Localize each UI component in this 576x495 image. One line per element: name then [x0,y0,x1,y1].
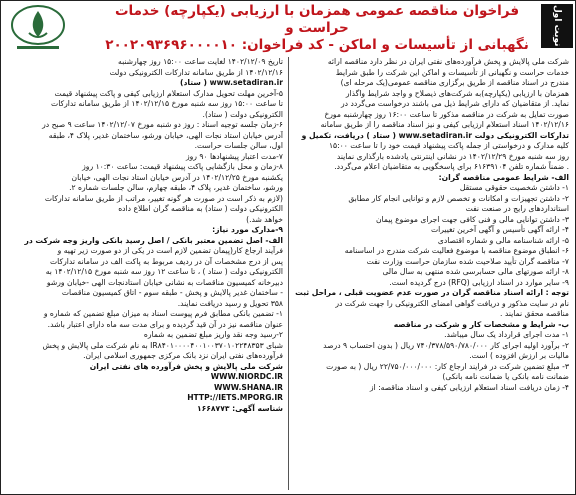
left-column-line-1: تاریخ ۱۴۰۲/۱۲/۰۹ لغایت ساعت ۱۵:۰۰ روز چهارشنبه [118,57,283,66]
left-column-line-2: ۱۴۰۲/۱۲/۱۶ از طریق سامانه تدارکات الکترونیکی دولت [109,67,283,77]
right-column-line-15: استانداردهای رایج در صنعت نفت [465,204,569,213]
right-column-line-18: ۵- ارائه شناسنامه مالی و شماره اقتصادی [437,235,569,245]
right-column-line-6: صورت تمایل به شرکت در مناقصه مذکور تا ساعت ۱۶:۰۰ روز چهارشنبه مورخ [324,109,569,119]
right-column-line-21: ۸- ارائه صورتهای مالی حسابرسی شده منتهی به سال مالی [382,267,569,276]
left-column-line-32: WWW.SHANA.IR [213,382,283,392]
left-column-line-4: ۵-آخرین مهلت تحویل مدارک استعلام ارزیابی کیفی و پاکت پیشنهاد قیمت [54,88,283,98]
right-column-line-3: مندرج در اسناد مناقصه از طریق برگزاری مناقصه عمومی(یک مرحله ای) [340,78,569,87]
right-column-line-14: ۲- داشتن تجهیزات و امکانات و تخصص لازم و توانایی انجام کار مطابق [348,193,569,203]
right-column-line-25: مناقصه محقق نمایند . [500,309,569,318]
left-column-line-7: ۶-زمان جلسه توجیه اسناد : روز دو شنبه مورخ ۱۴۰۲/۱۲/۰۷ ساعت ۹ صبح در [42,120,283,129]
left-column-line-18: الف- اصل تضمین معتبر بانکی / اصل رسید بانکی واریز وجه شرکت در [24,235,283,245]
right-column-line-22: ۹- سایر موارد در اسناد ارزیابی (RFQ) درج گردیده است. [389,277,569,287]
left-column-line-22: دبیرخانه کمیسیون مناقصات به نشانی خیابان استادنجات الهی -خیابان ورشو [46,277,283,287]
right-column-line-7: ۱۴۰۲/۱۲/۱۶ اسناد استعلام ارزیابی کیفی و نیز اسناد مناقصه را از طریق سامانه [320,120,569,129]
notice-header [1,1,576,55]
left-column-line-29: فرآورده‌های نفتی ایران نزد بانک مرکزی جمهوری اسلامی ایران. [83,351,283,360]
left-column-line-25: ۱- تضمین بانکی مطابق فرم پیوست اسناد به میزان مبلغ تضمین که شماره و [43,309,283,318]
left-column-line-30: شرکت ملی پالایش و پخش فرآورده های نفتی ایران [89,361,283,371]
right-column-line-24: نام در سایت مذکور و دریافت گواهی امضای الکترونیکی را جهت شرکت در [335,298,569,308]
notice-title-line-1: فراخوان مناقصه عمومی همزمان با ارزیابی (یکپارچه) خدمات حراست و [114,3,520,36]
notice-title-line-2: نگهبانی از تأسیسات و اماکن - کد فراخوان: ۲۰۰۲۰۹۳۶۹۶۰۰۰۰۱۰ [105,37,529,53]
left-column-line-27: ۲-رسید وجه نقد واریز مبلغ تضمین به شماره [143,330,283,339]
right-column-line-2: خدمات حراست و نگهبانی از تأسیسات و اماکن این شرکت را طبق شرایط [335,67,569,77]
left-column-line-31: WWW.NIORDC.IR [210,372,283,381]
right-column-line-32: ۴- زمان دریافت اسناد استعلام ارزیابی کیفی و اسناد مناقصه: از [369,382,569,392]
right-column-line-12: الف- شرایط عمومی مناقصه گران: [438,172,569,182]
right-column-line-19: ۶- انطباق موضوع مناقصه با موضوع فعالیت شرکت مندرج در اساسنامه [344,246,569,255]
column-divider [288,57,289,490]
right-column-line-1: شرکت ملی پالایش و پخش فرآورده‌های نفتی ایران در نظر دارد مناقصه ارائه [327,57,569,66]
right-column-line-13: ۱- داشتن شخصیت حقوقی مستقل [459,183,569,192]
right-column-line-30: ۳- مبلغ تضمین شرکت در فرایند ارجاع کار: ۲۲/۷۵۰/۰۰۰/۰۰۰ ریال ( به صورت [326,361,569,371]
left-column-line-23: - ساختمان غدیر پالایش و پخش - طبقه سوم - اتاق کمیسیون مناقصات [61,288,283,297]
notice-body [7,57,569,490]
right-column-line-11: . ضمناً شماره تلفن ۶۱۶۳۹۱۰۴ برای پاسخگویی به متقاضیان اعلام می‌گردد. [334,162,569,171]
left-column-line-9: اول، سالن جلسات حراست. [194,141,283,150]
left-column-line-12: یکشنبه مورخ ۱۴۰۲/۱۲/۲۵ در آدرس خیابان استاد نجات الهی، خیابان [71,172,283,182]
right-column-line-9: کلیه مدارک و درخواستی از جمله پاکت پیشنهاد قیمت خود را تا ساعت ۱۵:۰۰ [328,141,569,150]
right-column-line-20: ۷- مناقصه گران تأیید صلاحیت شده سازمان حراست وزارت نفت [366,256,569,266]
left-column-line-28: شبای IR۸۴۰۱۰۰۰۰۴۰۰۱۰۰۳۷۰۱۰۲۲۴۸۳۵۳ به نام شرکت ملی پالایش و پخش [42,340,283,350]
right-column-line-5: نماید. از متقاضیان که دارای شرایط ذیل می باشند درخواست می‌گردد در [340,99,569,108]
right-column-line-31: ضمانت نامه بانکی یا ضمانت نامه بانکی) [442,372,569,381]
left-column-line-15: الکترونیکی دولت ( ستاد) به مناقصه گران اطلاع داده [118,204,283,213]
right-column-line-28: ۲- برآورد اولیه اجرای کار ۷۴۰/۳۷۸/۵۹۰/۷۸۰/۰۰۰ ریال ( بدون احتساب ۹ درصد [323,340,569,350]
left-column-line-20: پس از درج مشخصات آن در ردیف مربوط به پاکت الف در سامانه تدارکات [50,256,283,266]
left-column-line-19: فرآیند ارجاع کار(پیمان تضمین لازم است در یکی از دو صورت زیر تهیه و [57,246,283,255]
left-column-line-34: شناسه آگهی: ۱۶۶۸۷۷۳ [197,403,283,413]
right-column-line-29: مالیات بر ارزش افزوده ) است. [469,351,569,360]
right-column-line-10: روز سه شنبه مورخ ۱۴۰۲/۱۲/۲۹ در نشانی اینترنتی یادشده بارگذاری نمایند [336,151,569,161]
left-column-line-24: ۳۵۸ تحویل و رسید دریافت نمایند. [177,298,283,308]
company-logo [7,3,69,53]
left-column-line-21: الکترونیکی دولت ( ستاد ) ، تا ساعت ۱۲ روز سه شنبه مورخ ۱۴۰۲/۱۲/۱۵ به [45,267,283,276]
left-column-line-13: ورشو، ساختمان غدیر، پلاک ۴، طبقه چهارم، سالن جلسات شماره ۲. [69,183,283,192]
right-column-line-4: همزمان با ارزیابی (یکپارچه)به شرکت‌های ذیصلاح و واجد شرایط واگذار [345,88,569,98]
left-column-line-3: www.setadiran.ir ( ستاد) [180,78,283,87]
left-column-line-11: ۸-زمان و محل بازگشایی پاکت پیشنهاد قیمت: ساعت ۱۰:۳۰ روز [82,162,283,171]
left-column-line-5: تا ساعت ۱۵:۰۰ روز سه شنبه مورخ ۱۴۰۲/۱۲/۱۵ از طریق سامانه تدارکات [51,99,283,108]
right-column [295,57,569,490]
left-column-line-26: عنوان مناقصه نیز در آن قید گردیده و برای مدت سه ماه دارای اعتبار باشد. [47,319,283,329]
right-column-line-17: ۴- ارائه آگهی تأسیس و آگهی آخرین تغییرات [430,225,569,234]
left-column-line-14: (لازم به ذکر است در صورت هر گونه تغییر، مراتب از طریق سامانه تدارکات [44,193,283,203]
right-column-line-16: ۳- داشتن توانایی مالی و فنی کافی جهت اجرای موضوع پیمان [375,214,569,224]
right-column-line-23: توجه : ارائه اسناد مناقصه گران در صورت عدم عضویت قبلی ، مراحل ثبت [295,288,569,297]
first-publication-badge: نوبت اول [541,4,573,48]
left-column-line-33: HTTP://IETS.MPORG.IR [187,393,283,402]
notice-title [97,3,537,54]
left-column-line-10: ۷-مدت اعتبار پیشنهادها ۹۰ روز [185,151,283,161]
left-column-line-6: الکترونیکی دولت ( ستاد). [202,109,283,119]
left-column-line-8: آدرس خیابان استاد نجات الهی، خیابان ورشو، ساختمان غدیر، پلاک ۴، طبقه [48,130,283,140]
right-column-line-27: ۱- مدت اجرای قرارداد یک سال میباشد. [444,330,569,339]
right-column-line-26: ب- شرایط و مشخصات کار و شرکت در مناقصه [393,319,569,329]
right-column-line-8: تدارکات الکترونیکی دولت www.setadiran.ir ( ستاد ) دریافت، تکمیل و [301,130,569,140]
left-column-line-16: خواهد شد.) [246,214,283,224]
left-column [7,57,283,490]
left-column-line-17: ۹-مدارک مورد نیاز: [212,225,283,234]
